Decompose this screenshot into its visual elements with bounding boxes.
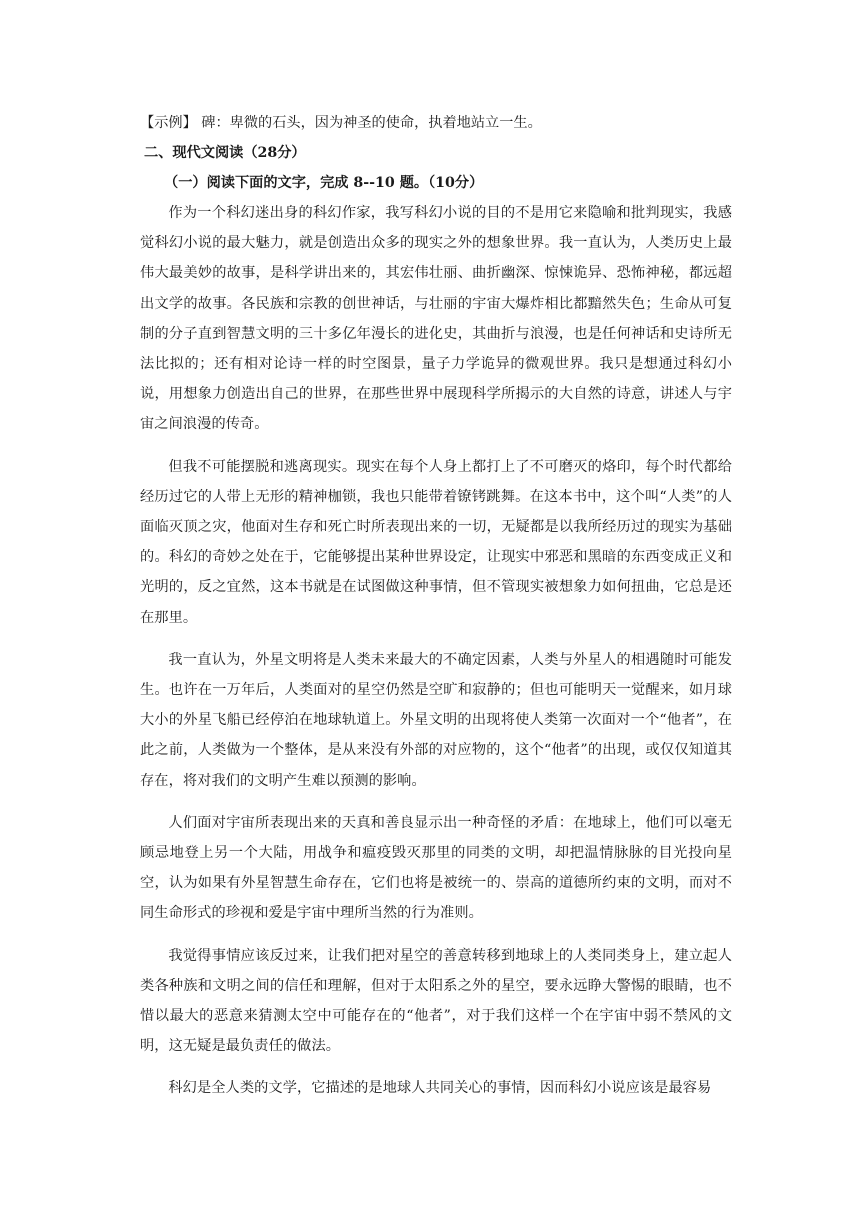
- paragraph-5: 我觉得事情应该反过来，让我们把对星空的善意转移到地球上的人类同类身上，建立起人类各种族和文明之间的信任和理解，但对于太阳系之外的星空，要永远睁大警惕的眼睛，也不惜以最大的恶意来猜测太空中可能存在的“他者”，对于我们这样一个在宇宙中弱不禁风的文明，这无疑是最负责任的做法。: [140, 947, 732, 1055]
- paragraph-4: 人们面对宇宙所表现出来的天真和善良显示出一种奇怪的矛盾：在地球上，他们可以毫无顾忌地登上另一个大陆，用战争和瘟疫毁灭那里的同类的文明，却把温情脉脉的目光投向星空，认为如果有外星智慧生命存在，它们也将是被统一的、崇高的道德所约束的文明，而对不同生命形式的珍视和爱是宇宙中理所当然的行为准则。: [140, 814, 732, 922]
- paragraph-2: 但我不可能摆脱和逃离现实。现实在每个人身上都打上了不可磨灭的烙印，每个时代都给经历过它的人带上无形的精神枷锁，我也只能带着镣铐跳舞。在这本书中，这个叫“人类”的人面临灭顶之灾，他面对生存和死亡时所表现出来的一切，无疑都是以我所经历过的现实为基础的。科幻的奇妙之处在于，它能够提出某种世界设定，让现实中邪恶和黑暗的东西变成正义和光明的，反之宜然，这本书就是在试图做这种事情，但不管现实被想象力如何扭曲，它总是还在那里。: [140, 458, 732, 626]
- paragraph-3: 我一直认为，外星文明将是人类未来最大的不确定因素，人类与外星人的相遇随时可能发生。也许在一万年后，人类面对的星空仍然是空旷和寂静的；但也可能明天一觉醒来，如月球大小的外星飞船已经停泊在地球轨道上。外星文明的出现将使人类第一次面对一个“他者”，在此之前，人类做为一个整体，是从来没有外部的对应物的，这个“他者”的出现，或仅仅知道其存在，将对我们的文明产生难以预测的影响。: [140, 651, 732, 789]
- paragraph-1: 作为一个科幻迷出身的科幻作家，我写科幻小说的目的不是用它来隐喻和批判现实，我感觉科幻小说的最大魅力，就是创造出众多的现实之外的想象世界。我一直认为，人类历史上最伟大最美妙的故事，是科学讲出来的，其宏伟壮丽、曲折幽深、惊悚诡异、恐怖神秘，都远超出文学的故事。各民族和宗教的创世神话，与壮丽的宇宙大爆炸相比都黯然失色；生命从可复制的分子直到智慧文明的三十多亿年漫长的进化史，其曲折与浪漫，也是任何神话和史诗所无法比拟的；还有相对论诗一样的时空图景，量子力学诡异的微观世界。我只是想通过科幻小说，用想象力创造出自己的世界，在那些世界中展现科学所揭示的大自然的诗意，讲述人与宇宙之间浪漫的传奇。: [140, 205, 732, 433]
- page-content: [140, 108, 732, 1104]
- example-line: [140, 108, 732, 138]
- example-text: 碑：卑微的石头，因为神圣的使命，执着地站立一生。: [196, 115, 542, 131]
- example-tag: 【示例】: [140, 115, 197, 131]
- subsection-title: （一）阅读下面的文字，完成 8--10 题。（10分）: [164, 175, 484, 191]
- paragraph-6: 科幻是全人类的文学，它描述的是地球人共同关心的事情，因而科幻小说应该是最容易: [168, 1080, 712, 1097]
- section-title: 二、现代文阅读（28分）: [144, 145, 306, 161]
